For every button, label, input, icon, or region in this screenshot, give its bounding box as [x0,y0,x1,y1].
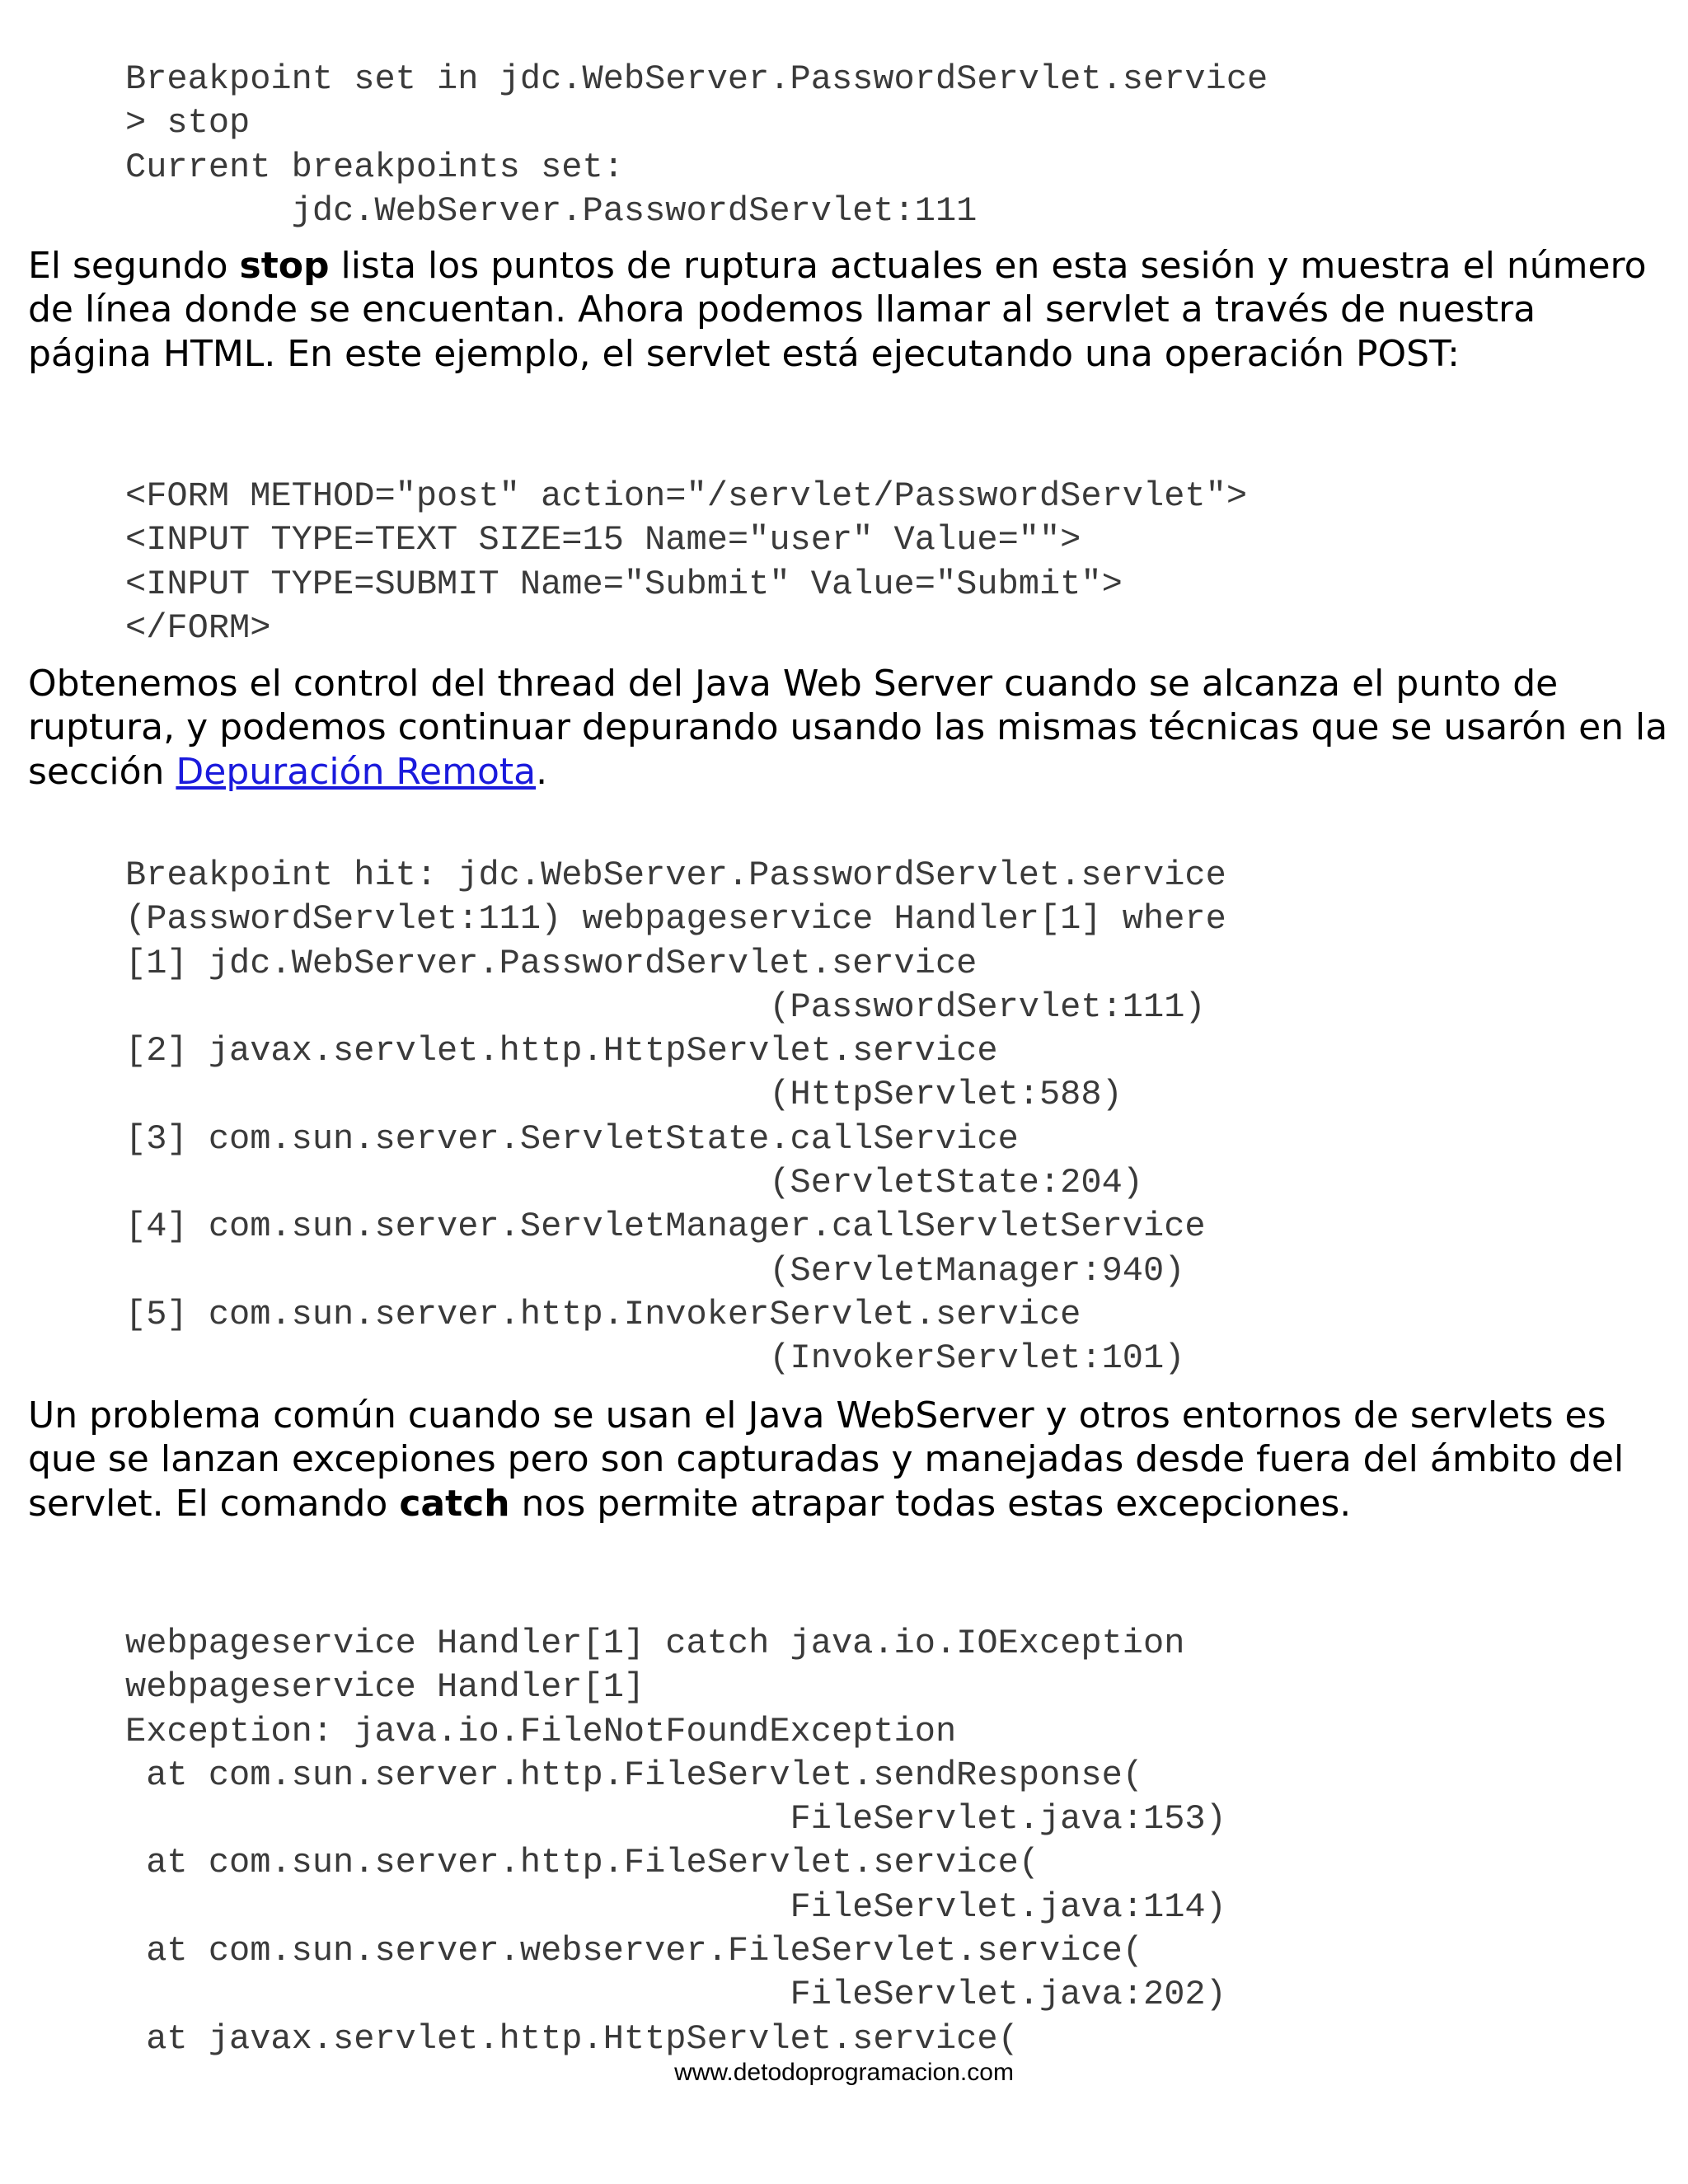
code-line: (ServletState:204) [125,1163,1144,1203]
code-line: <FORM METHOD="post" action="/servlet/PasswordServlet"> [125,476,1248,516]
paragraph-text: El segundo [28,245,240,287]
paragraph-thread-control [28,662,1668,794]
code-line: (InvokerServlet:101) [125,1338,1185,1379]
page-footer-url: www.detodoprogramacion.com [674,2059,1014,2086]
code-line: > stop [125,103,251,143]
paragraph-stop [28,244,1668,376]
code-line: at javax.servlet.http.HttpServlet.service( [125,2018,1019,2059]
code-block-breakpoint-hit [125,854,1226,1381]
code-line: at com.sun.server.webserver.FileServlet.service( [125,1931,1144,1971]
bold-keyword-catch: catch [399,1482,510,1525]
code-line: (HttpServlet:588) [125,1075,1123,1115]
code-line: Breakpoint hit: jdc.WebServer.PasswordServlet.service [125,855,1226,895]
code-line: Breakpoint set in jdc.WebServer.PasswordServlet.service [125,59,1268,99]
code-line: [2] javax.servlet.http.HttpServlet.service [125,1031,998,1071]
paragraph-text: lista los puntos de ruptura actuales en esta sesión y muestra el número de línea donde se encuentan. Ahora podemos llamar al servlet a través de nuestra página HTML. En este ejemplo, el servlet está ejecutando una operación POST: [28,245,1647,375]
paragraph-text: Un problema común cuando se usan el Java WebServer y otros entornos de servlets es que se lanzan excepiones pero son capturadas y manejadas desde fuera del ámbito del servlet. El comando [28,1394,1625,1525]
code-line: jdc.WebServer.PasswordServlet:111 [125,190,978,231]
code-block-breakpoint-set [125,58,1268,233]
bold-keyword-stop: stop [239,245,330,287]
code-line: at com.sun.server.http.FileServlet.sendResponse( [125,1755,1144,1795]
code-line: FileServlet.java:114) [125,1886,1226,1927]
code-line: Current breakpoints set: [125,147,624,187]
paragraph-text: Obtenemos el control del thread del Java Web Server cuando se alcanza el punto de ruptura, y podemos continuar depurando usando las mismas técnicas que se usarón en la sección [28,663,1668,793]
link-depuracion-remota[interactable]: Depuración Remota [176,750,537,793]
code-line: <INPUT TYPE=TEXT SIZE=15 Name="user" Value=""> [125,520,1081,560]
code-block-exception-trace [125,1622,1226,2061]
paragraph-text: nos permite atrapar todas estas excepciones. [509,1482,1352,1525]
code-line: FileServlet.java:202) [125,1975,1226,2015]
code-line: FileServlet.java:153) [125,1799,1226,1840]
code-line: at com.sun.server.http.FileServlet.service( [125,1843,1039,1883]
paragraph-text: . [536,750,548,793]
code-line: <INPUT TYPE=SUBMIT Name="Submit" Value="Submit"> [125,564,1123,604]
code-line: (PasswordServlet:111) [125,987,1206,1027]
code-line: [5] com.sun.server.http.InvokerServlet.service [125,1294,1081,1334]
code-line: webpageservice Handler[1] [125,1667,645,1708]
code-line: webpageservice Handler[1] catch java.io.IOException [125,1624,1185,1663]
code-line: (PasswordServlet:111) webpageservice Handler[1] where [125,899,1226,940]
code-block-html-form [125,475,1247,650]
code-line: </FORM> [125,607,271,648]
code-line: Exception: java.io.FileNotFoundException [125,1711,957,1751]
code-line: [1] jdc.WebServer.PasswordServlet.service [125,943,978,983]
code-line: (ServletManager:940) [125,1250,1185,1291]
code-line: [4] com.sun.server.ServletManager.callServletService [125,1207,1206,1247]
code-line: [3] com.sun.server.ServletState.callService [125,1118,1019,1159]
paragraph-catch [28,1394,1668,1526]
